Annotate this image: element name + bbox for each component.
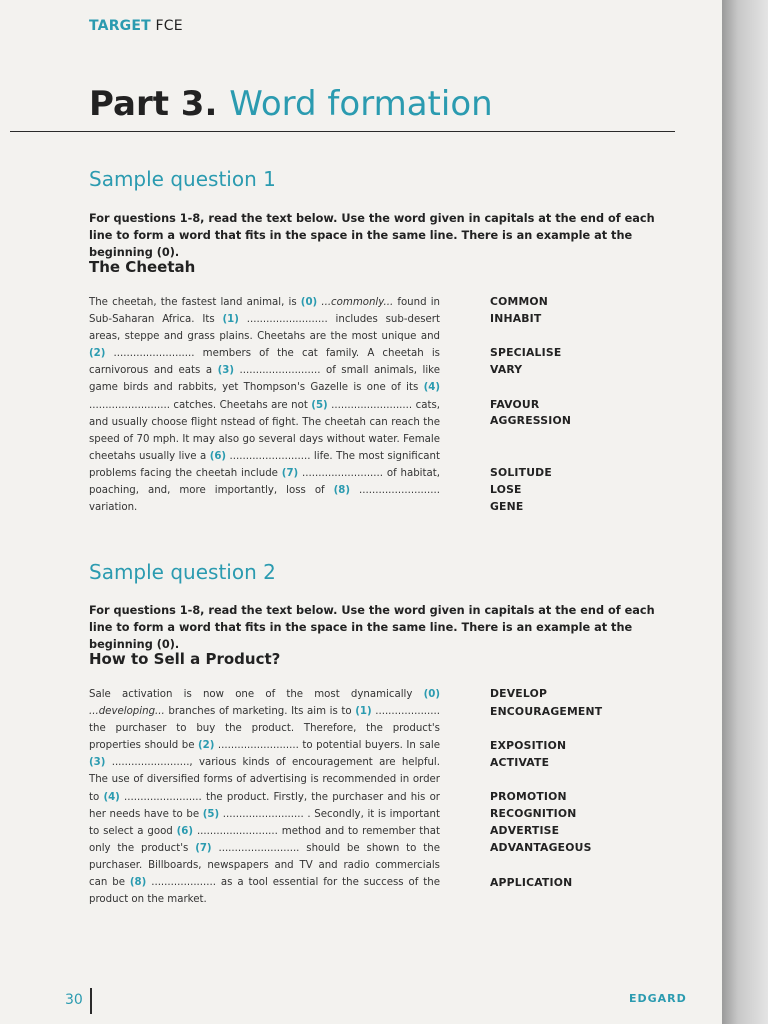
gap-number: (7) [195,842,212,854]
q1-keyword-3: VARY [490,363,523,376]
example-answer: ...commonly... [317,297,394,308]
publisher-logo: EDGARD [629,992,687,1005]
passage-segment: ......................... members of the cat family. A cheetah is carnivorous and eats a [89,348,440,377]
q1-keyword-4: FAVOUR [490,398,540,411]
gap-number: (2) [89,348,106,360]
passage-segment: ......................... cats, and usually choose flight nstead of fight. The cheetah can reach the speed of 70 mph. It may also go several days without water. Female cheetahs usually live a [89,399,440,462]
q1-keyword-0: COMMON [490,295,549,308]
passage-segment: The cheetah, the fastest land animal, is [89,297,301,308]
passage-segment: ........................, various kinds of encouragement are helpful. The use of diversified forms of advertising is recommended in order to [89,757,440,803]
passage-segment: .................... as a tool essential for the success of the product on the market. [89,877,440,906]
q2-instructions: For questions 1-8, read the text below. Use the word given in capitals at the end of each line to form a word that fits in the space in the same line. There is an example at the beginning (0). [89,604,655,651]
title-accent: Word formation [229,84,493,124]
book-spine-shadow [722,0,768,1024]
gap-number: (4) [103,791,120,803]
gap-number: (6) [176,825,194,837]
passage-segment: ......................... variation. [89,485,440,514]
q1-keyword-1: INHABIT [490,312,542,325]
gap-number: (1) [355,706,372,718]
header-brand: TARGET [89,18,151,34]
q1-passage [89,294,440,516]
q2-keyword-1: ENCOURAGEMENT [490,705,603,718]
gap-number: (7) [281,467,299,479]
header-exam: FCE [155,18,183,34]
page-number: 30 [65,992,83,1008]
passage-segment: ........................ the product. Firstly, the purchaser and his or her needs have to be [89,791,440,820]
q1-keyword-5: AGGRESSION [490,414,572,427]
q1-instructions: For questions 1-8, read the text below. Use the word given in capitals at the end of each line to form a word that fits in the space in the same line. There is an example at the beginning (0). [89,212,655,259]
passage-segment: ......................... catches. Cheetahs are not [89,399,312,411]
gap-number: (8) [129,877,147,889]
page-number-divider [90,988,92,1014]
passage-segment: ......................... . Secondly, it is important to select a good [89,808,440,837]
passage-segment: found in Sub-Saharan Africa. Its [89,297,440,326]
passage-segment: .................... the purchaser to buy the product. Therefore, the product's properties should be [89,706,440,752]
passage-segment: ......................... of small animals, like game birds and rabbits, yet Thompson's Gazelle is one of its [89,365,440,394]
passage-segment: ......................... to potential buyers. In sale [214,740,441,752]
gap-number: (3) [89,757,106,769]
gap-number: (6) [209,450,227,462]
q2-keyword-6: ADVERTISE [490,824,560,837]
q2-keyword-4: PROMOTION [490,790,567,803]
sample-question-2-heading: Sample question 2 [89,560,276,584]
q1-text-title: The Cheetah [89,258,196,276]
gap-number: (4) [423,382,440,394]
q2-passage [89,686,440,908]
q1-keyword-8: GENE [490,500,524,513]
gap-number: (0) [300,297,318,308]
q2-keyword-0: DEVELOP [490,687,548,700]
title-rule [10,131,675,132]
page-title [89,84,493,124]
title-part: Part 3. [89,84,218,124]
gap-number: (3) [217,365,235,377]
passage-segment: ......................... includes sub-desert areas, steppe and grass plains. Cheetahs are the most unique and [89,314,440,343]
gap-number: (2) [198,740,215,752]
gap-number: (0) [423,689,440,700]
q2-keyword-3: ACTIVATE [490,756,550,769]
q1-keyword-2: SPECIALISE [490,346,562,359]
q2-keyword-2: EXPOSITION [490,739,567,752]
q2-text-title: How to Sell a Product? [89,650,281,668]
passage-segment: ......................... method and to remember that only the product's [89,825,440,854]
gap-number: (1) [222,314,239,326]
q2-keyword-8: APPLICATION [490,876,573,889]
q1-keyword-6: SOLITUDE [490,466,552,479]
passage-segment: branches of marketing. Its aim is to [164,706,356,718]
passage-segment: ......................... should be shown to the purchaser. Billboards, newspapers and TV and radio commercials can be [89,842,441,889]
passage-segment: ......................... of habitat, poaching, and, more importantly, loss of [89,467,440,497]
running-header [89,18,183,34]
passage-segment: ......................... life. The most significant problems facing the cheetah include [89,450,440,479]
passage-segment: Sale activation is now one of the most dynamically [89,689,424,700]
q2-keyword-7: ADVANTAGEOUS [490,841,592,854]
example-answer: ...developing... [89,706,165,718]
gap-number: (5) [311,399,328,411]
sample-question-1-heading: Sample question 1 [89,167,276,191]
q2-keyword-5: RECOGNITION [490,807,577,820]
gap-number: (8) [333,485,351,497]
q1-keyword-7: LOSE [490,483,522,496]
gap-number: (5) [202,808,220,820]
